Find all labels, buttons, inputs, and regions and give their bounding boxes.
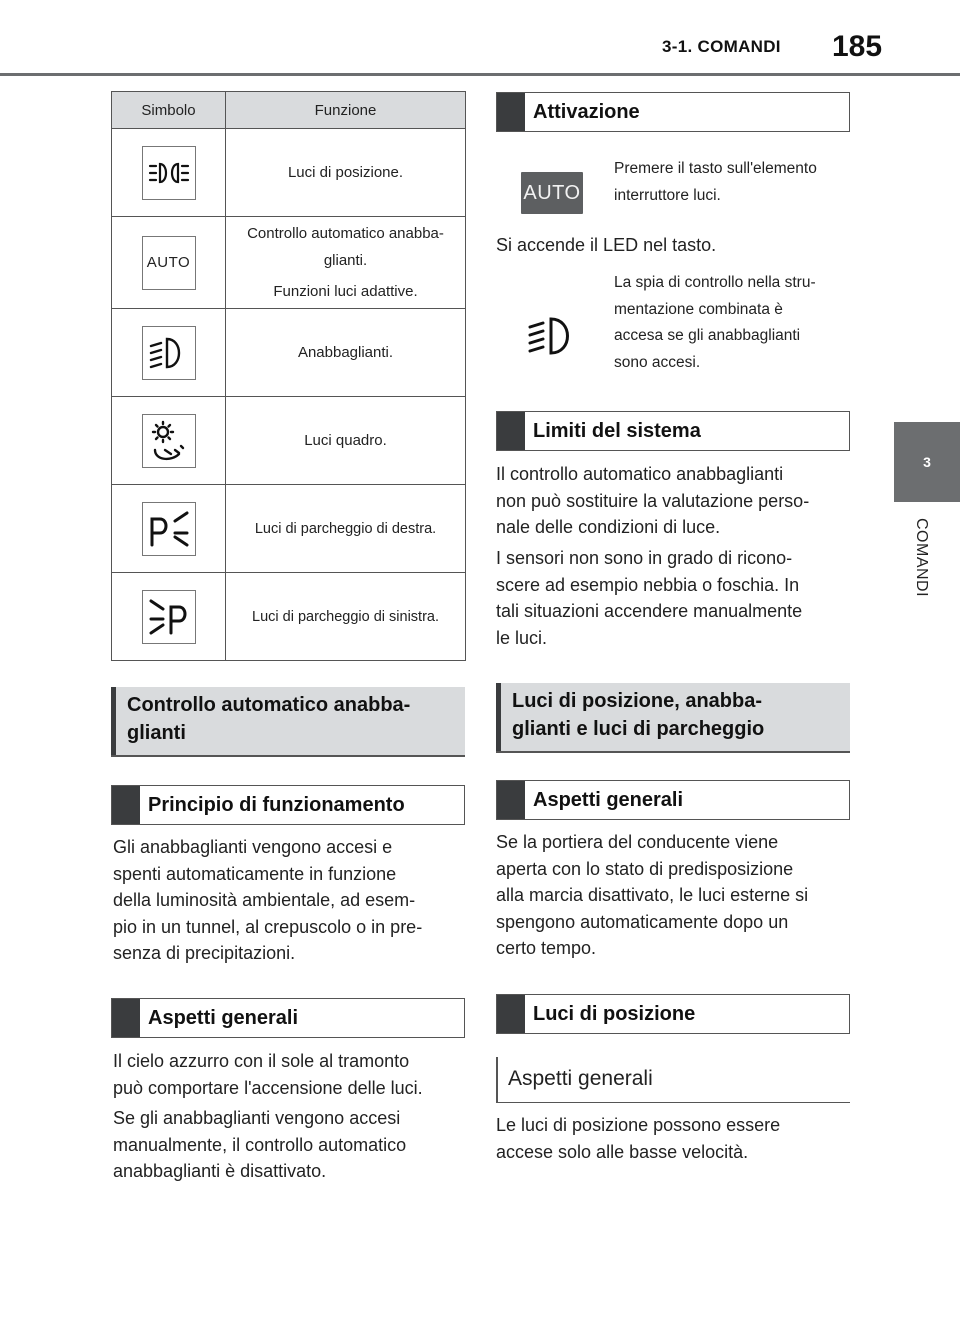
text-line: Le luci di posizione possono essere	[496, 1115, 781, 1135]
text-line: della luminosità ambientale, ad esem-	[113, 890, 416, 910]
table-cell-function: Luci di parcheggio di destra.	[226, 485, 466, 573]
text-line: interruttore luci.	[614, 187, 721, 204]
text-line: sono accesi.	[614, 353, 701, 371]
table-row	[112, 397, 466, 485]
subheading-general-position: Aspetti generali	[496, 1057, 850, 1103]
text-line: le luci.	[496, 627, 548, 648]
text-line: nale delle condizioni di luce.	[496, 517, 721, 537]
text-line: non può sostituire la valutazione perso-	[496, 490, 810, 511]
section-heading-line: Luci di posizione, anabba-	[512, 690, 763, 712]
low-beam-indicator-icon	[527, 315, 579, 362]
auto-icon: AUTO	[142, 236, 196, 290]
text-line: Premere il tasto sull'elemento	[614, 160, 817, 177]
header-divider	[0, 73, 960, 76]
paragraph-sunset	[113, 1048, 463, 1101]
parking-light-left-icon	[142, 590, 196, 644]
section-heading-lights	[496, 683, 850, 753]
position-lights-icon	[142, 146, 196, 200]
section-heading-line: glianti e luci di parcheggio	[512, 718, 765, 740]
text-line: può comportare l'accensione delle luci.	[113, 1077, 423, 1098]
activation-instruction	[614, 155, 854, 209]
parking-light-right-icon	[142, 502, 196, 556]
chapter-tab[interactable]: 3	[894, 422, 960, 502]
paragraph-principle	[113, 834, 463, 967]
table-header-symbol: Simbolo	[112, 92, 226, 129]
table-row	[112, 309, 466, 397]
subheading-principle: Principio di funzionamento	[111, 785, 465, 825]
chapter-tab-label: COMANDI	[913, 518, 930, 598]
text-line: certo tempo.	[496, 938, 597, 958]
text-line: Il controllo automatico anabbaglianti	[496, 464, 784, 484]
header-section-title: 3-1. COMANDI	[662, 37, 781, 56]
instrument-lighting-icon	[142, 414, 196, 468]
section-heading-line: Controllo automatico anabba-	[127, 694, 411, 716]
text-line: La spia di controllo nella stru-	[614, 274, 816, 291]
text-line: Se gli anabbaglianti vengono accesi	[113, 1108, 401, 1128]
auto-button-icon: AUTO	[521, 172, 583, 214]
text-line: accese solo alle basse velocità.	[496, 1141, 749, 1162]
subheading-limits: Limiti del sistema	[496, 411, 850, 451]
text-line: alla marcia disattivato, le luci esterne si	[496, 885, 809, 905]
text-line: Se la portiera del conducente viene	[496, 832, 779, 852]
text-line: Gli anabbaglianti vengono accesi e	[113, 837, 393, 857]
text-line: accesa se gli anabbaglianti	[614, 327, 801, 344]
text-line: tali situazioni accendere manualmente	[496, 601, 803, 621]
text-line: pio in un tunnel, al crepuscolo o in pre-	[113, 916, 423, 937]
text-line: mentazione combinata è	[614, 300, 783, 318]
table-cell-function	[226, 217, 466, 309]
symbol-table	[111, 91, 466, 661]
text-line: anabbaglianti è disattivato.	[113, 1161, 327, 1181]
paragraph-limits-1	[496, 461, 852, 541]
subheading-position-lights: Luci di posizione	[496, 994, 850, 1034]
table-row	[112, 573, 466, 661]
paragraph-position-lights	[496, 1112, 852, 1165]
indicator-description	[614, 270, 854, 376]
text-line: Il cielo azzurro con il sole al tramonto	[113, 1051, 410, 1071]
text-line: spenti automaticamente in funzione	[113, 863, 397, 884]
low-beam-icon	[142, 326, 196, 380]
subheading-general-right: Aspetti generali	[496, 780, 850, 820]
text-line: senza di precipitazioni.	[113, 943, 296, 963]
text-line: manualmente, il controllo automatico	[113, 1134, 407, 1155]
table-cell-function: Luci di posizione.	[226, 129, 466, 217]
paragraph-door	[496, 829, 852, 962]
subheading-activation: Attivazione	[496, 92, 850, 132]
led-text: Si accende il LED nel tasto.	[496, 235, 717, 255]
table-row	[112, 129, 466, 217]
text-line: scere ad esempio nebbia o foschia. In	[496, 574, 800, 595]
page-number: 185	[832, 30, 883, 63]
section-heading-line: glianti	[127, 722, 186, 744]
table-cell-function: Luci di parcheggio di sinistra.	[226, 573, 466, 661]
table-cell-function: Anabbaglianti.	[226, 309, 466, 397]
subheading-general-left: Aspetti generali	[111, 998, 465, 1038]
paragraph-limits-2	[496, 545, 852, 651]
text-line: aperta con lo stato di predisposizione	[496, 858, 794, 879]
function-text: Controllo automatico anabba-glianti.	[247, 225, 444, 269]
text-line: spengono automaticamente dopo un	[496, 911, 789, 932]
table-header-function: Funzione	[226, 92, 466, 129]
table-cell-function: Luci quadro.	[226, 397, 466, 485]
table-row	[112, 485, 466, 573]
paragraph-manual	[113, 1105, 463, 1185]
table-row	[112, 217, 466, 309]
section-heading-auto-low-beam	[111, 687, 465, 757]
text-line: I sensori non sono in grado di ricono-	[496, 548, 793, 568]
function-text-secondary: Funzioni luci adattive.	[273, 283, 418, 300]
